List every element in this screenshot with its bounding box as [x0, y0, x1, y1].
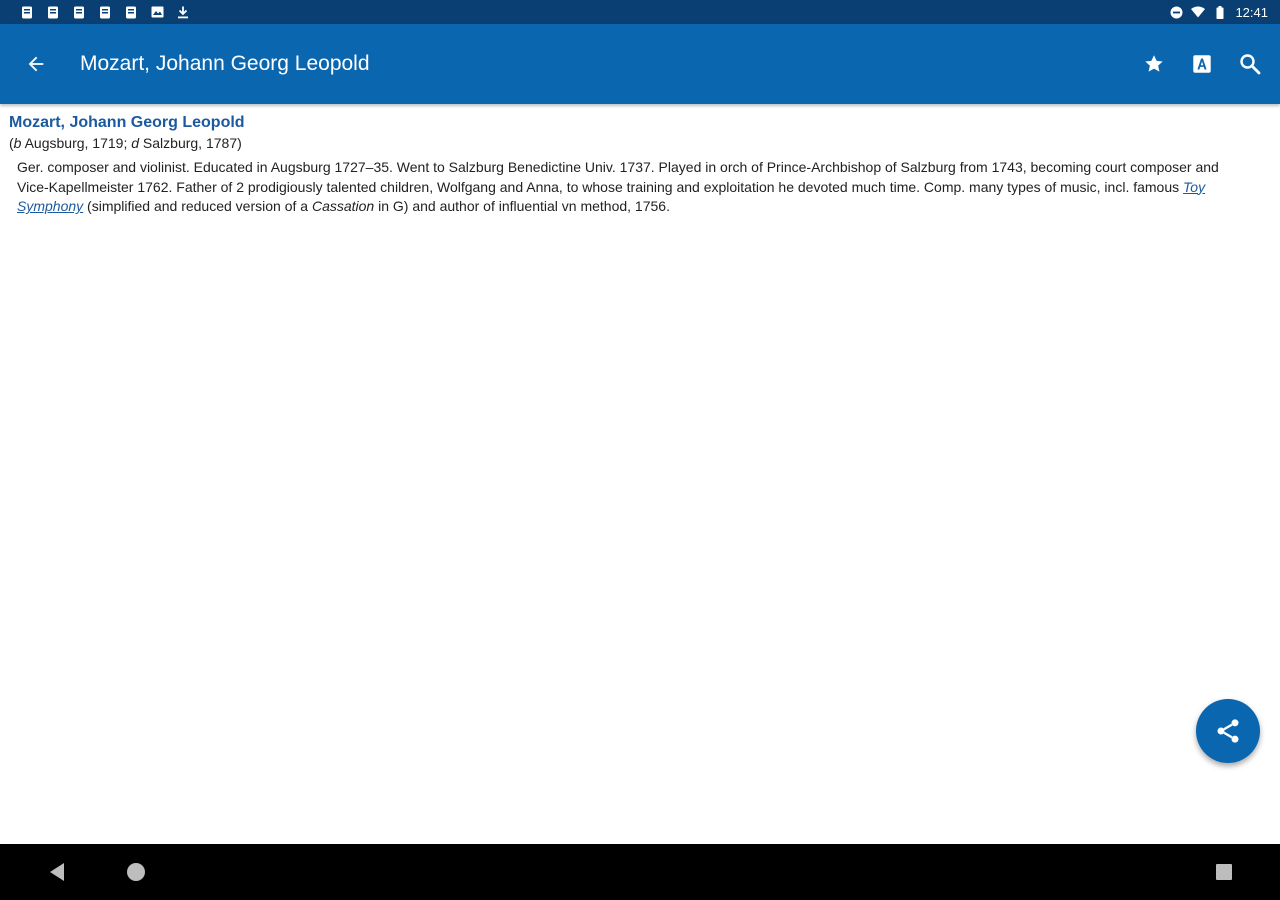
- born-abbr: b: [13, 135, 22, 151]
- recents-square-icon: [1215, 863, 1233, 881]
- arrow-back-icon: [25, 53, 47, 75]
- home-circle-icon: [126, 862, 146, 882]
- nav-recents-button[interactable]: [1194, 844, 1254, 900]
- image-icon: [150, 5, 164, 19]
- nav-home-button[interactable]: [106, 844, 166, 900]
- status-time: 12:41: [1235, 4, 1268, 20]
- do-not-disturb-icon: [1169, 5, 1183, 19]
- share-icon: [1214, 717, 1242, 745]
- notification-icon: [72, 5, 86, 19]
- entry-body: Ger. composer and violinist. Educated in Augsburg 1727–35. Went to Salzburg Benedictine Univ. 1737. Played in orch of Prince-Archbishop of Salzburg from 1743, becoming court composer and Vice-Kapellmeister 1762. Father of 2 prodigiously talented children, Wolfgang and Anna, to whose training and exploitation he devoted much time. Comp. many types of music, incl. famous Toy Symphony (simplified and reduced version of a Cassation in G) and author of influential vn method, 1756.: [17, 159, 1219, 214]
- status-bar: [0, 0, 1280, 24]
- entry-dates: (b Augsburg, 1719; d Salzburg, 1787): [9, 135, 242, 151]
- favorite-button[interactable]: [1132, 42, 1176, 86]
- app-bar: [0, 24, 1280, 104]
- download-icon: [176, 5, 190, 19]
- search-icon: [1238, 52, 1262, 76]
- wifi-icon: [1191, 5, 1205, 19]
- system-nav-bar: [0, 844, 1280, 900]
- toy-symphony-link[interactable]: Toy Symphony: [17, 178, 1206, 214]
- entry-content: [0, 104, 1280, 844]
- entry-headword: Mozart, Johann Georg Leopold: [9, 114, 245, 131]
- share-button[interactable]: [1196, 699, 1260, 763]
- page-title: Mozart, Johann Georg Leopold: [80, 52, 370, 75]
- back-triangle-icon: [48, 862, 66, 882]
- status-bar-system: [1169, 5, 1268, 20]
- notification-icon: [124, 5, 138, 19]
- star-icon: [1143, 53, 1165, 75]
- app-bar-actions: [1132, 42, 1272, 86]
- notification-icon: [46, 5, 60, 19]
- font-size-button[interactable]: [1180, 42, 1224, 86]
- died-info: Salzburg, 1787): [139, 135, 242, 151]
- died-abbr: d: [131, 135, 140, 151]
- notification-icon: [98, 5, 112, 19]
- status-bar-notifications: [20, 5, 190, 19]
- battery-icon: [1213, 5, 1227, 19]
- cassation-term: Cassation: [311, 198, 375, 214]
- born-info: Augsburg, 1719;: [21, 135, 132, 151]
- nav-back-button[interactable]: [27, 844, 87, 900]
- back-button[interactable]: [8, 36, 64, 92]
- font-size-icon: [1191, 53, 1213, 75]
- notification-icon: [20, 5, 34, 19]
- search-button[interactable]: [1228, 42, 1272, 86]
